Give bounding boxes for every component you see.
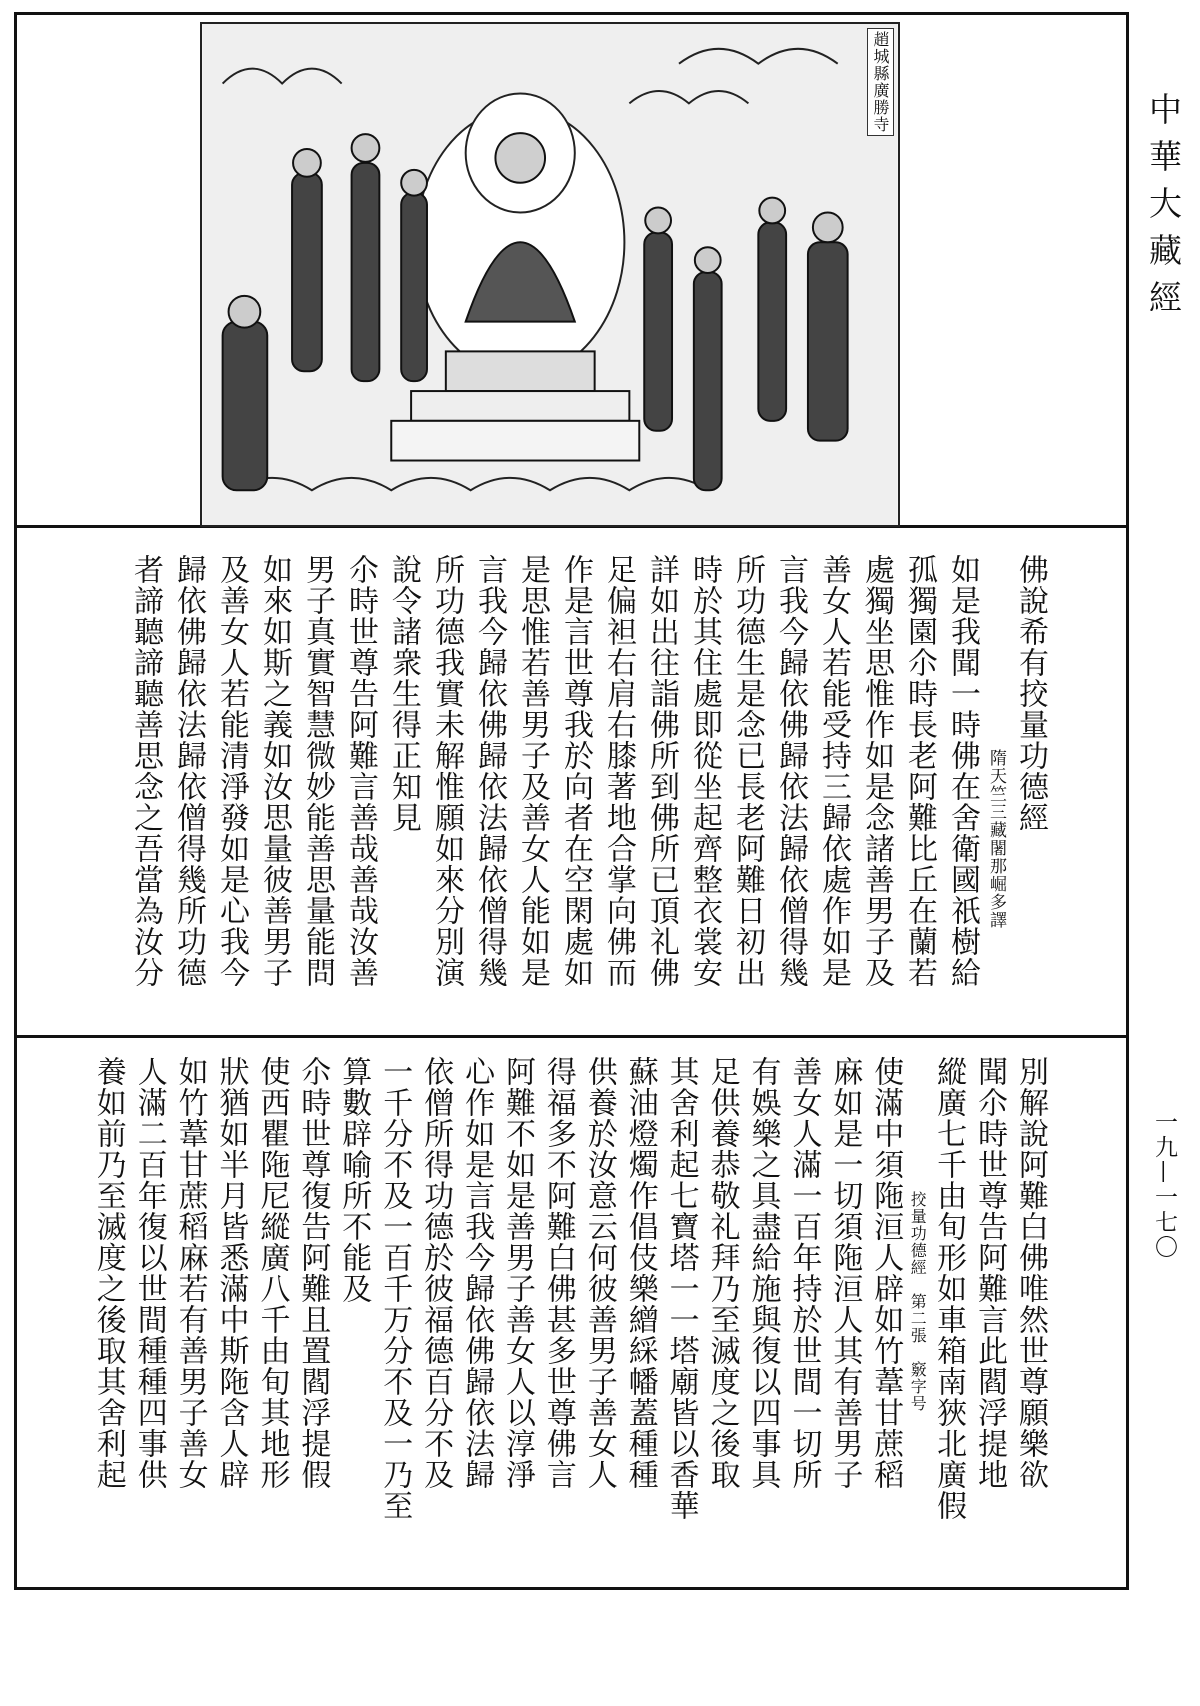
woodblock-print-image <box>202 24 898 525</box>
text-line: 別解說阿難白佛唯然世尊願樂欲 <box>1013 1056 1048 1490</box>
text-line: 孤獨園尒時長老阿難比丘在蘭若 <box>902 554 937 988</box>
text-line: 足偏袒右肩右膝著地合掌向佛而 <box>601 554 636 988</box>
text-panel-lower <box>90 1056 1050 1571</box>
text-line: 依僧所得功德於彼福德百分不及 <box>418 1056 454 1490</box>
sutra-title: 佛說希有挍量功德經 <box>1013 554 1048 833</box>
buddha-assembly-illustration <box>200 22 900 527</box>
text-line: 縱廣七千由旬形如車箱南狹北廣假 <box>931 1056 967 1521</box>
text-line: 言我今歸依佛歸依法歸依僧得幾 <box>472 554 507 988</box>
text-line: 時於其住處即從坐起齊整衣裳安 <box>687 554 722 988</box>
text-line: 算數辟喻所不能及 <box>336 1056 372 1304</box>
text-line: 尒時世尊復告阿難且置閻浮提假 <box>295 1056 331 1490</box>
text-line: 尒時世尊告阿難言善哉善哉汝善 <box>343 554 378 988</box>
section-divider-middle <box>14 1035 1129 1038</box>
text-line: 如來如斯之義如汝思量彼善男子 <box>257 554 292 988</box>
text-line: 養如前乃至滅度之後取其舍利起 <box>90 1056 126 1490</box>
text-line: 如竹葦甘蔗稻麻若有善男子善女 <box>172 1056 208 1490</box>
text-line: 處獨坐思惟作如是念諸善男子及 <box>859 554 894 988</box>
text-line: 歸依佛歸依法歸依僧得幾所功德 <box>171 554 206 988</box>
text-line: 所功德我實未解惟願如來分別演 <box>429 554 464 988</box>
text-line: 其舍利起七寶塔一一塔廟皆以香華 <box>663 1056 699 1521</box>
translator-credit: 隋天竺三藏闍那崛多譯 <box>986 749 1006 929</box>
text-line: 人滿二百年復以世間種種四事供 <box>131 1056 167 1490</box>
text-line: 供養於汝意云何彼善男子善女人 <box>581 1056 617 1490</box>
text-line: 有娛樂之具盡給施與復以四事具 <box>745 1056 781 1490</box>
text-line: 男子真實智慧微妙能善思量能問 <box>300 554 335 988</box>
text-line: 及善女人若能清淨發如是心我今 <box>214 554 249 988</box>
text-line: 言我今歸依佛歸依法歸依僧得幾 <box>773 554 808 988</box>
text-line: 作是言世尊我於向者在空閑處如 <box>558 554 593 988</box>
text-line: 說令諸衆生得正知見 <box>386 554 421 833</box>
text-line: 足供養恭敬礼拜乃至滅度之後取 <box>704 1056 740 1490</box>
text-line: 善女人滿一百年持於世間一切所 <box>786 1056 822 1490</box>
text-line: 蘇油燈燭作倡伎樂繒綵幡蓋種種 <box>622 1056 658 1490</box>
text-line: 得福多不阿難白佛甚多世尊佛言 <box>540 1056 576 1490</box>
text-line: 詳如出往詣佛所到佛所已頂礼佛 <box>644 554 679 988</box>
text-line: 聞尒時世尊告阿難言此閻浮提地 <box>972 1056 1008 1490</box>
text-line: 所功德生是念已長老阿難日初出 <box>730 554 765 988</box>
text-line: 如是我聞一時佛在舍衛國祇樹給 <box>945 554 980 988</box>
block-margin-note: 挍量功德經 第二張 竅字号 <box>908 1191 928 1412</box>
text-line: 一千分不及一百千万分不及一乃至 <box>377 1056 413 1521</box>
text-line: 是思惟若善男子及善女人能如是 <box>515 554 550 988</box>
text-line: 麻如是一切須陁洹人其有善男子 <box>827 1056 863 1490</box>
illustration-caption: 趙城縣廣勝寺 <box>867 28 894 136</box>
text-panel-upper <box>90 554 1050 1019</box>
text-line: 阿難不如是善男子善女人以淳淨 <box>499 1056 535 1490</box>
text-line: 狀猶如半月皆悉滿中斯陁含人辟 <box>213 1056 249 1490</box>
text-line: 善女人若能受持三歸依處作如是 <box>816 554 851 988</box>
text-line: 使滿中須陁洹人辟如竹葦甘蔗稻 <box>868 1056 904 1490</box>
text-line: 心作如是言我今歸依佛歸依法歸 <box>459 1056 495 1490</box>
text-line: 者諦聽諦聽善思念之吾當為汝分 <box>128 554 163 988</box>
text-line: 使西瞿陁尼縱廣八千由旬其地形 <box>254 1056 290 1490</box>
page-number: 一九—一七〇 <box>1151 1110 1177 1260</box>
collection-title: 中華大藏經 <box>1144 92 1183 327</box>
